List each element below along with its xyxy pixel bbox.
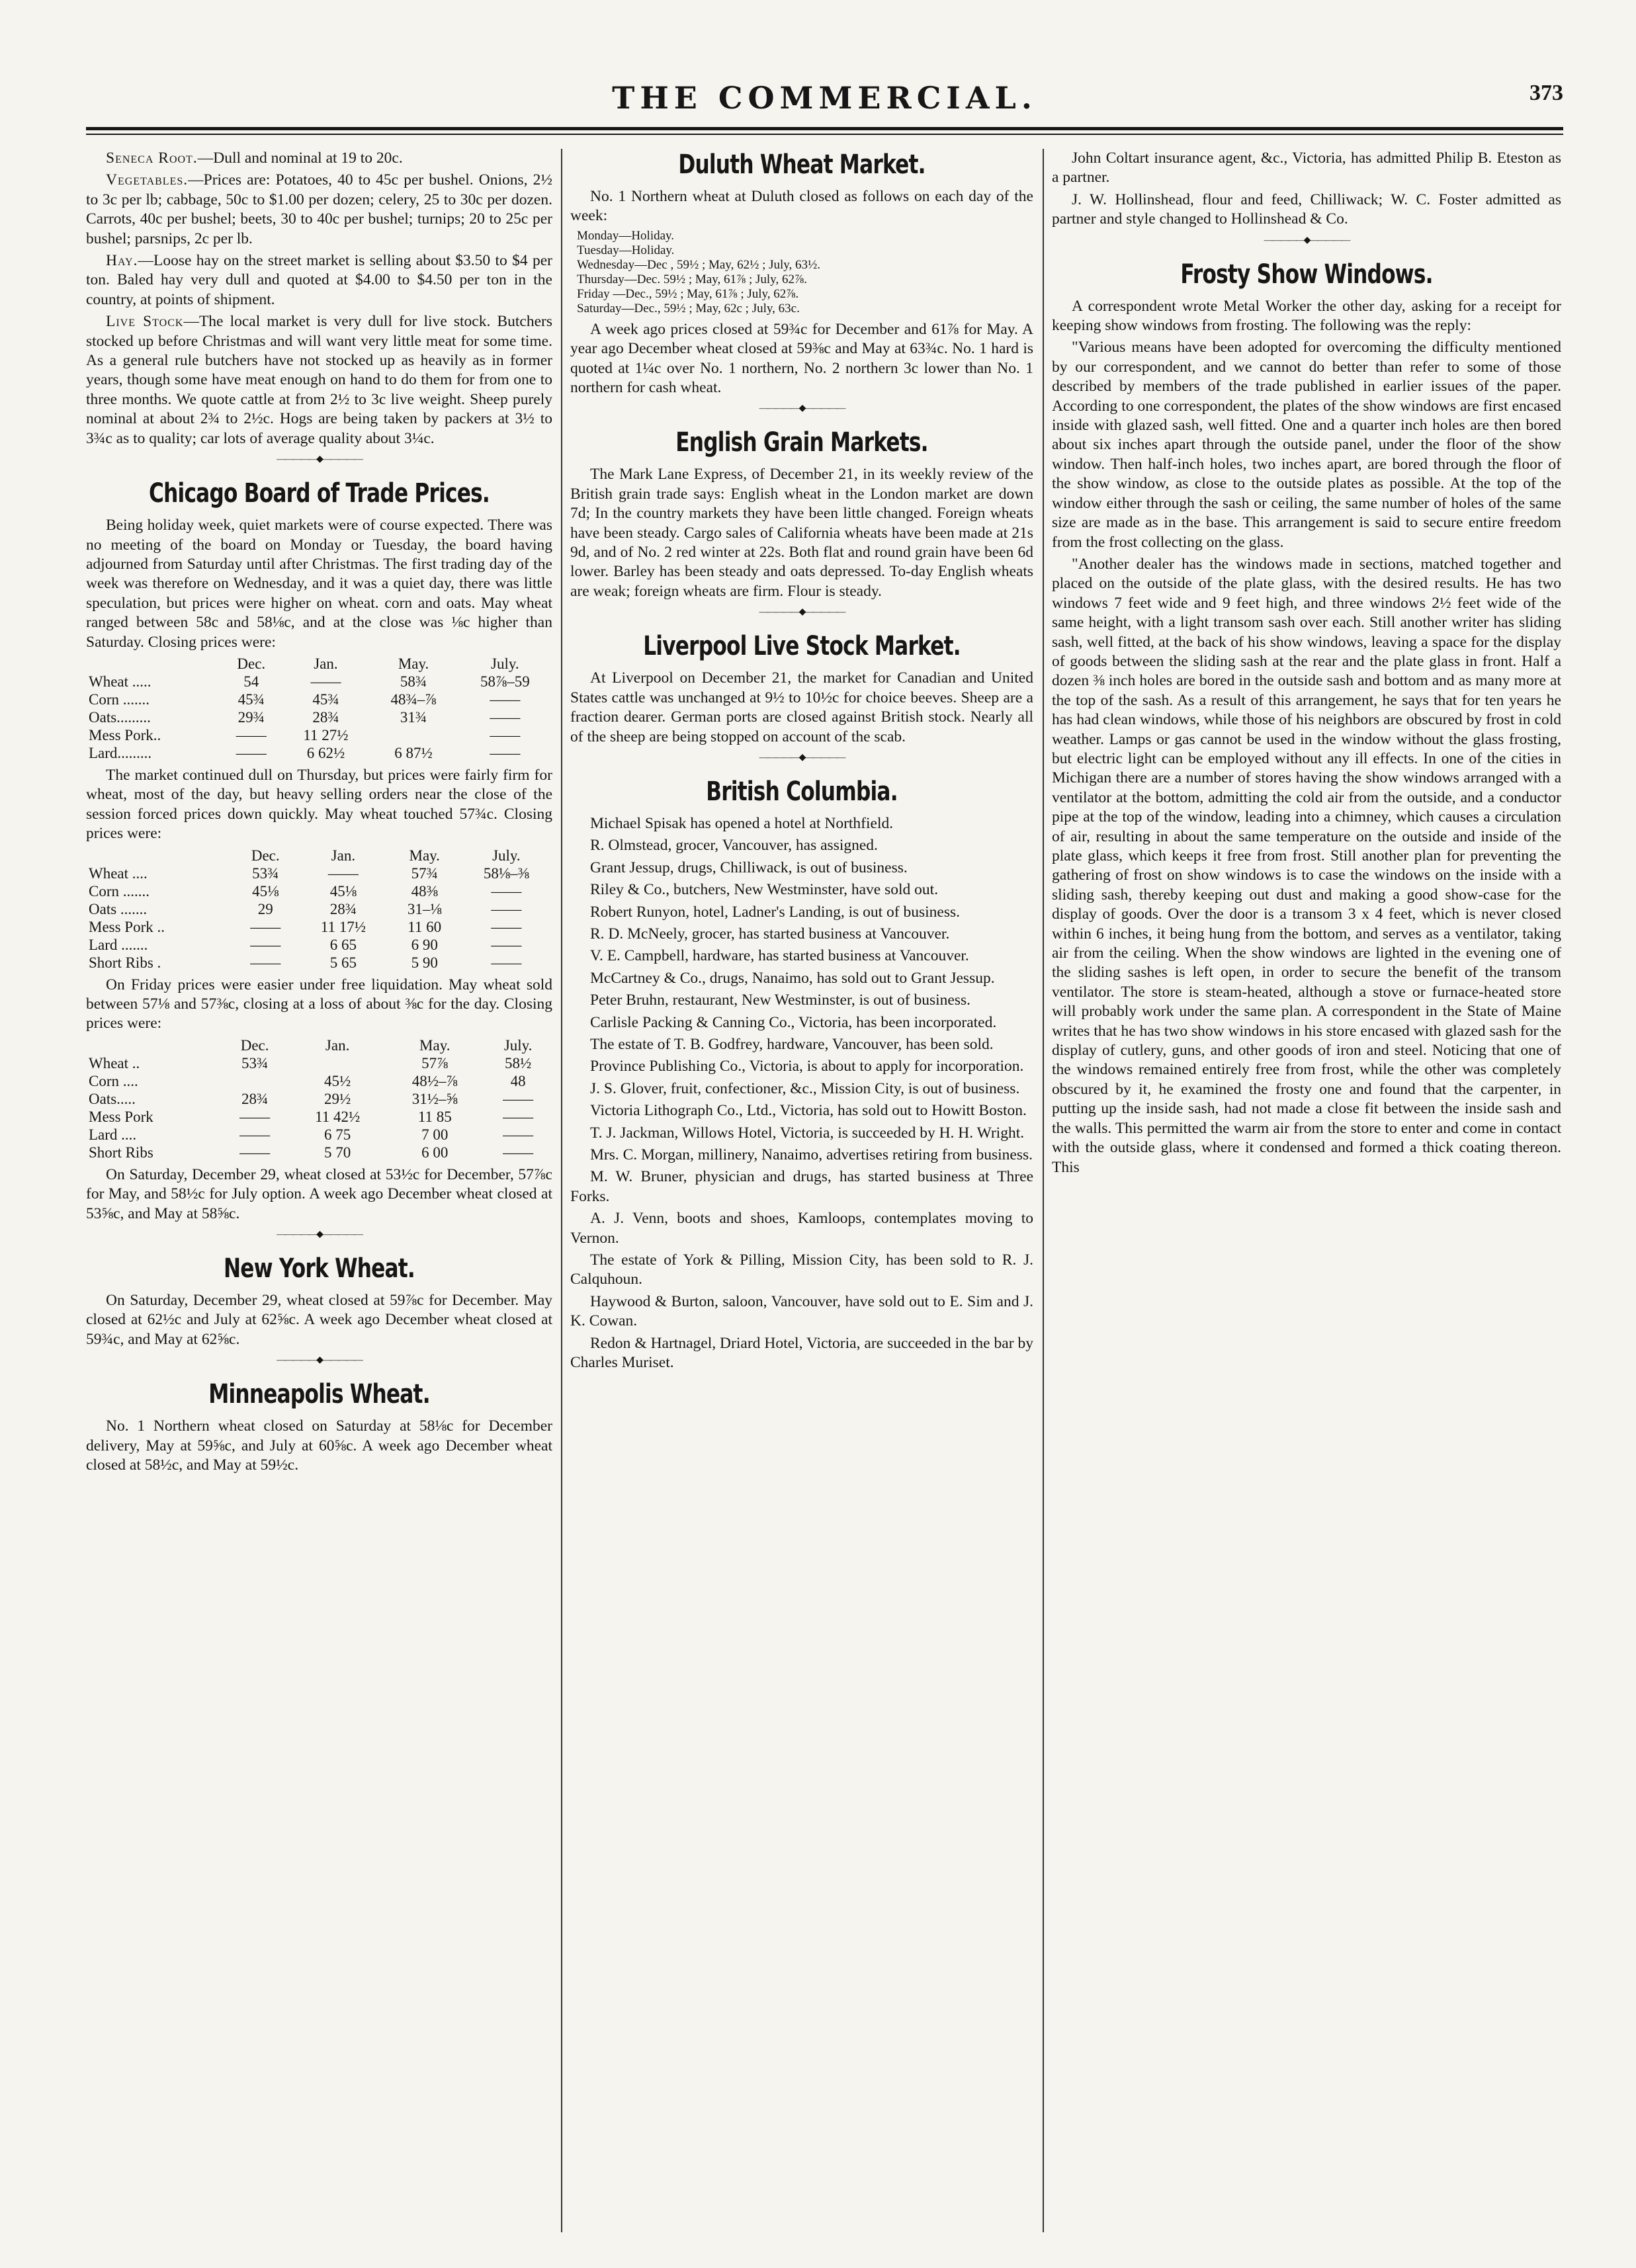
paragraph: No. 1 Northern wheat closed on Saturday at 58⅛c for December delivery, May at 59⅝c, and July at 60⅝c. A week ago December wheat closed at 58½c, and May at 59½c. bbox=[86, 1417, 552, 1474]
cell: 48½–⅞ bbox=[411, 1072, 458, 1089]
list-item: Province Publishing Co., Victoria, is about to apply for incorporation. bbox=[590, 1058, 1024, 1075]
heading-duluth: Duluth Wheat Market. bbox=[678, 149, 926, 180]
list-item: Wednesday—Dec , 59½ ; May, 62½ ; July, 63½. bbox=[577, 257, 821, 272]
table-row bbox=[86, 691, 552, 708]
cell: 6 00 bbox=[421, 1144, 449, 1161]
cell: 6 75 bbox=[324, 1126, 351, 1143]
cell: —— bbox=[236, 744, 267, 761]
list-item: Redon & Hartnagel, Driard Hotel, Victoria, are succeeded in the bar by Charles Muriset. bbox=[570, 1334, 1033, 1372]
paragraph-hay bbox=[86, 251, 552, 310]
cell: 31–⅛ bbox=[407, 900, 442, 917]
paragraph-seneca bbox=[86, 149, 552, 168]
cell: 28¾ bbox=[312, 708, 339, 726]
cell: Oats..... bbox=[89, 1090, 136, 1107]
table-header: May. bbox=[419, 1036, 451, 1054]
list-item: Robert Runyon, hotel, Ladner's Landing, is out of business. bbox=[590, 903, 961, 921]
cell: 6 62½ bbox=[306, 744, 345, 761]
cell: 45¾ bbox=[312, 691, 339, 708]
cell: 5 70 bbox=[324, 1144, 351, 1161]
cell: 6 65 bbox=[329, 936, 357, 953]
cell: 58⅞–59 bbox=[480, 673, 530, 690]
cell: 57⅞ bbox=[421, 1054, 449, 1071]
cell: —— bbox=[491, 900, 522, 917]
lead-in: Vegetables. bbox=[106, 171, 189, 189]
lead-in: Live Stock bbox=[106, 313, 184, 331]
cell: Oats ....... bbox=[89, 900, 148, 917]
list-item: R. D. McNeely, grocer, has started business at Vancouver. bbox=[590, 925, 950, 943]
cell: —— bbox=[250, 954, 281, 971]
cell: 29 bbox=[257, 900, 273, 917]
table-row bbox=[86, 882, 552, 900]
table-header: July. bbox=[503, 1036, 533, 1054]
lead-in: Hay. bbox=[106, 252, 138, 270]
cell: Mess Pork bbox=[89, 1108, 153, 1125]
table-row bbox=[86, 918, 552, 936]
paragraph: A correspondent wrote Metal Worker the other day, asking for a receipt for keeping show windows from frosting. The following was the reply: bbox=[1052, 297, 1561, 335]
cell: —— bbox=[239, 1126, 271, 1143]
cell: 45⅛ bbox=[252, 882, 279, 900]
paragraph: On Saturday, December 29, wheat closed at 59⅞c for December. May closed at 62½c and July at 62⅝c. A week ago December wheat closed at 59¾c, and May at 62⅝c. bbox=[86, 1292, 552, 1348]
cell: 6 90 bbox=[411, 936, 438, 953]
list-item: Victoria Lithograph Co., Ltd., Victoria, has sold out to Howitt Boston. bbox=[590, 1102, 1027, 1120]
list-item: Carlisle Packing & Canning Co., Victoria, has been incorporated. bbox=[590, 1013, 997, 1031]
heading-minneapolis-wheat: Minneapolis Wheat. bbox=[208, 1379, 430, 1410]
cell: 11 85 bbox=[417, 1108, 452, 1125]
table-row bbox=[86, 900, 552, 918]
cell: 53¾ bbox=[241, 1054, 269, 1071]
list-item: J. S. Glover, fruit, confectioner, &c., Mission City, is out of business. bbox=[590, 1079, 1020, 1097]
cell: 45¾ bbox=[237, 691, 265, 708]
cell: —— bbox=[491, 954, 522, 971]
cell: Corn ....... bbox=[89, 691, 150, 708]
list-item: Michael Spisak has opened a hotel at Northfield. bbox=[590, 814, 894, 832]
cell: 58¾ bbox=[400, 673, 427, 690]
price-table-friday bbox=[86, 1036, 552, 1161]
table-header: Jan. bbox=[314, 655, 338, 672]
heading-frosty-show-windows: Frosty Show Windows. bbox=[1180, 259, 1433, 290]
list-item: Haywood & Burton, saloon, Vancouver, have sold out to E. Sim and J. K. Cowan. bbox=[570, 1292, 1033, 1330]
cell: —— bbox=[327, 864, 359, 882]
page-number: 373 bbox=[1529, 81, 1563, 105]
list-item: Grant Jessup, drugs, Chilliwack, is out of business. bbox=[590, 859, 908, 876]
cell: 45⅛ bbox=[329, 882, 357, 900]
cell: —— bbox=[239, 1144, 271, 1161]
paragraph: A week ago prices closed at 59¾c for December and 61⅞ for May. A year ago December wheat closed at 59⅜c and May at 63¾c. No. 1 hard is quoted at 1¼c over No. 1 northern, No. 2 northern 3c lower than No. 1 northern for cash wheat. bbox=[570, 320, 1033, 397]
heading-english-grain: English Grain Markets. bbox=[675, 427, 928, 458]
heading-british-columbia: British Columbia. bbox=[706, 776, 898, 807]
column-3 bbox=[1052, 149, 1561, 2232]
cell bbox=[289, 1054, 386, 1072]
cell: —— bbox=[250, 936, 281, 953]
cell: Short Ribs bbox=[89, 1144, 153, 1161]
list-item: Thursday—Dec. 59½ ; May, 61⅞ ; July, 62⅞. bbox=[577, 272, 807, 286]
table-header: Jan. bbox=[331, 847, 356, 864]
table-header bbox=[86, 655, 220, 673]
cell: Lard .... bbox=[89, 1126, 137, 1143]
table-row bbox=[86, 744, 552, 762]
daily-closing-list bbox=[577, 229, 1033, 316]
list-item: Mrs. C. Morgan, millinery, Nanaimo, advertises retiring from business. bbox=[590, 1146, 1033, 1163]
section-separator bbox=[570, 607, 1033, 618]
column-divider bbox=[1043, 149, 1044, 2232]
price-table-wednesday bbox=[86, 655, 552, 762]
cell: —— bbox=[250, 918, 281, 935]
cell: —— bbox=[490, 708, 521, 726]
column-2 bbox=[570, 149, 1033, 2232]
paragraph: At Liverpool on December 21, the market for Canadian and United States cattle was unchanged at 9½ to 10½c for choice beeves. Sheep are a fraction dearer. German ports are closed against British stock. Nearly all of the sheep are being stopped on account of the scab. bbox=[570, 669, 1033, 745]
table-header: May. bbox=[398, 655, 429, 672]
cell: —— bbox=[239, 1108, 271, 1125]
section-separator bbox=[86, 1355, 552, 1366]
column-divider bbox=[561, 149, 562, 2232]
cell: 11 60 bbox=[408, 918, 442, 935]
cell: 53¾ bbox=[252, 864, 279, 882]
cell: —— bbox=[503, 1144, 534, 1161]
table-header: Dec. bbox=[240, 1036, 269, 1054]
section-separator bbox=[570, 752, 1033, 764]
paragraph: On Friday prices were easier under free liquidation. May wheat sold between 57⅛ and 57⅜c, closing at a loss of about ⅜c for the day. Closing prices were: bbox=[86, 976, 552, 1032]
cell: 11 17½ bbox=[320, 918, 366, 935]
cell: 31½–⅝ bbox=[411, 1090, 458, 1107]
list-item: The estate of T. B. Godfrey, hardware, Vancouver, has been sold. bbox=[590, 1035, 994, 1053]
paragraph: The market continued dull on Thursday, but prices were fairly firm for wheat, most of the day, but heavy selling orders near the close of the session forced prices down quickly. May wheat touched 57¾c. Closing prices were: bbox=[86, 766, 552, 843]
cell: 57¾ bbox=[411, 864, 438, 882]
cell: 48¾–⅞ bbox=[390, 691, 437, 708]
list-item: T. J. Jackman, Willows Hotel, Victoria, is succeeded by H. H. Wright. bbox=[590, 1124, 1025, 1142]
heading-new-york-wheat: New York Wheat. bbox=[223, 1253, 415, 1284]
table-header bbox=[86, 1036, 220, 1054]
cell: —— bbox=[503, 1108, 534, 1125]
table-row bbox=[86, 864, 552, 882]
cell: Corn .... bbox=[89, 1072, 138, 1089]
heading-chicago: Chicago Board of Trade Prices. bbox=[149, 478, 490, 509]
header-rule-thin bbox=[86, 134, 1563, 135]
lead-in: Seneca Root. bbox=[106, 149, 198, 167]
cell: —— bbox=[503, 1090, 534, 1107]
cell: 48⅜ bbox=[411, 882, 438, 900]
cell: 48 bbox=[510, 1072, 526, 1089]
cell: 28¾ bbox=[329, 900, 357, 917]
table-row bbox=[86, 1054, 552, 1072]
cell: 28¾ bbox=[241, 1090, 269, 1107]
price-table-thursday bbox=[86, 847, 552, 972]
cell: 11 42½ bbox=[315, 1108, 361, 1125]
table-header bbox=[86, 847, 233, 864]
table-header: July. bbox=[491, 655, 519, 672]
paragraph: "Various means have been adopted for overcoming the difficulty mentioned by our correspondent, and we cannot do better than refer to some of those described by members of the trade published in earlier issues of the paper. According to one correspondent, the plates of the show windows are first encased inside with glazed sash, well fitted. One and a quarter inch holes are then bored about six inches apart through the outside panel, under the floor of the show window. Then half-inch holes, two inches apart, are bored through the floor of the show window, as close to the outside plates as possible. At the top of the window either through the sash or ceiling, the same number of holes of the same size are made as in the base. This arrangement is said to secure entire freedom from the frost collecting on the glass. bbox=[1052, 339, 1561, 551]
cell: Mess Pork.. bbox=[89, 726, 161, 743]
column-1 bbox=[86, 149, 552, 2232]
cell: —— bbox=[491, 936, 522, 953]
cell: —— bbox=[490, 726, 521, 743]
cell: Oats......... bbox=[89, 708, 151, 726]
paragraph: On Saturday, December 29, wheat closed at 53½c for December, 57⅞c for May, and 58½c for July option. A week ago December wheat closed at 53⅝c, and May at 58⅝c. bbox=[86, 1165, 552, 1222]
cell: —— bbox=[236, 726, 267, 743]
cell: 5 90 bbox=[411, 954, 438, 971]
table-row bbox=[86, 954, 552, 972]
paragraph-vegetables bbox=[86, 171, 552, 249]
paragraph: Being holiday week, quiet markets were of course expected. There was no meeting of the board on Monday or Tuesday, the board having adjourned from Saturday until after Christmas. The first trading day of the week was therefore on Wednesday, and it was a quiet day, there was little speculation, but prices were higher on wheat. corn and oats. May wheat ranged between 58c and 58⅛c, and at the close was ⅛c higher than Saturday. Closing prices were: bbox=[86, 517, 552, 651]
list-item: Riley & Co., butchers, New Westminster, have sold out. bbox=[590, 881, 939, 899]
list-item: M. W. Bruner, physician and drugs, has started business at Three Forks. bbox=[570, 1168, 1033, 1205]
cell: Mess Pork .. bbox=[89, 918, 165, 935]
masthead-title: THE COMMERCIAL. bbox=[612, 80, 1037, 116]
table-row bbox=[86, 936, 552, 954]
table-row bbox=[86, 1090, 552, 1108]
list-item: McCartney & Co., drugs, Nanaimo, has sold out to Grant Jessup. bbox=[590, 969, 995, 987]
heading-liverpool: Liverpool Live Stock Market. bbox=[643, 631, 961, 662]
cell: 29½ bbox=[324, 1090, 351, 1107]
body-text: —The local market is very dull for live stock. Butchers stocked up before Christmas and will want very little meat for some time. As a general rule butchers have not stocked up as heavily as in former years, though some have meat enough on hand to do them for from one to three months. We quote cattle at from 2½ to 3c live weight. Sheep purely nominal at about 2¾ to 2½c. Hogs are being taken by packers at 3½ to 3¾c as to quality; car lots of average quality about 3¼c. bbox=[86, 313, 552, 447]
paragraph-live-stock bbox=[86, 312, 552, 448]
section-separator bbox=[1052, 235, 1561, 247]
list-item: A. J. Venn, boots and shoes, Kamloops, contemplates moving to Vernon. bbox=[570, 1210, 1033, 1247]
cell: Lard ....... bbox=[89, 936, 148, 953]
cell: 31¾ bbox=[400, 708, 427, 726]
table-header: July. bbox=[492, 847, 521, 864]
cell: 58⅛–⅜ bbox=[483, 864, 529, 882]
paragraph: No. 1 Northern wheat at Duluth closed as follows on each day of the week: bbox=[570, 188, 1033, 225]
list-item: Saturday—Dec., 59½ ; May, 62c ; July, 63c. bbox=[577, 301, 800, 315]
list-item: Monday—Holiday. bbox=[577, 228, 675, 243]
list-item: Tuesday—Holiday. bbox=[577, 243, 675, 257]
cell bbox=[369, 726, 457, 744]
header-rule bbox=[86, 127, 1563, 130]
table-header: Dec. bbox=[251, 847, 280, 864]
paragraph: "Another dealer has the windows made in sections, matched together and placed on the outside of the plate glass, with the desired results. He has two windows 7 feet wide and 9 feet high, and three windows 2½ feet wide of the same height, with a light transom sash over each. Still another writer has sliding sash, well fitted, at the back of his show windows, leaving a space for the display of goods between the sliding sash at the rear and the plate glass in front. Half a dozen ⅜ inch holes are bored in the outside sash and bottom and as many more at the top of the sash. As a result of this arrangement, he says that for ten years he has had clean windows, while those of his neighbors are obscured by frost in cold weather. Lamps or gas cannot be used in the window without the glass frosting, but electric light can be employed without any ill effects. In one of the cities in Michigan there are a number of stores having the show windows arranged with a ventilator at the bottom, admitting the cold air from the outside, and a conductor pipe at the top of the window, leading into a chimney, which causes a circulation of air, resulting in about the same temperature on the outside and inside of the plate glass, which keeps it free from frost. Still another plan for preventing the gathering of frost on show windows is to case the windows on the inside with a sliding sash, thereby keeping out dust and making a good show-case for the display of goods. Over the door is a transom 3 x 4 feet, which is never closed within 6 inches, it being hung from the bottom, and serves as a ventilator, taking air from the ceiling. When the show windows are lighted in the evening one of the sliding sashes is left open, in order to secure the benefit of the transom ventilator. The store is steam-heated, although a stove or furnace-heated store will probably work under the same plan. A correspondent in the State of Maine writes that he has two show windows in his store encased with glazed sash for the display of cutlery, guns, and other goods of iron and steel. Noticing that one of the windows remained entirely free from frost, while the other was completely obscured by it, he examined the frosty one and found that the carpenter, in putting up the inside sash, had not made a close fit between the inside sash and the walls. This permitted the warm air from the store to enter and come in contact with the outside glass, where it condensed and formed a thick coating thereon. This bbox=[1052, 555, 1561, 1176]
cell: —— bbox=[310, 673, 341, 690]
table-row bbox=[86, 673, 552, 691]
list-item: Peter Bruhn, restaurant, New Westminster, is out of business. bbox=[590, 991, 971, 1009]
list-item: R. Olmstead, grocer, Vancouver, has assigned. bbox=[590, 837, 878, 855]
section-separator bbox=[86, 454, 552, 466]
table-header: Jan. bbox=[325, 1036, 350, 1054]
cell: Wheat ..... bbox=[89, 673, 151, 690]
body-text: —Dull and nominal at 19 to 20c. bbox=[197, 149, 403, 167]
cell: —— bbox=[490, 691, 521, 708]
body-text: —Prices are: Potatoes, 40 to 45c per bushel. Onions, 2½ to 3c per lb; cabbage, 50c to $1.00 per dozen; celery, 25 to 30c per dozen. Carrots, 40c per bushel; beets, 30 to 40c per bushel; turnips; 20 to 25c per bushel; parsnips, 2c per lb. bbox=[86, 171, 552, 247]
cell: —— bbox=[503, 1126, 534, 1143]
cell: Lard......... bbox=[89, 744, 152, 761]
cell: —— bbox=[490, 744, 521, 761]
paragraph: The Mark Lane Express, of December 21, in its weekly review of the British grain trade says: English wheat in the London market are down 7d; In the country markets they have been little changed. Foreign wheats have been steady. Cargo sales of California wheats have been made at 21s 9d, and of No. 2 red winter at 22s. Both flat and round grain have been 6d lower. Barley has been steady and oats depressed. To-day English wheats are weak; foreign wheats are firm. Flour is steady. bbox=[570, 466, 1033, 600]
table-row bbox=[86, 1108, 552, 1126]
masthead bbox=[86, 78, 1563, 118]
cell: 58½ bbox=[504, 1054, 532, 1071]
table-header: Dec. bbox=[237, 655, 266, 672]
table-header: May. bbox=[409, 847, 440, 864]
table-row bbox=[86, 1126, 552, 1144]
table-row bbox=[86, 1144, 552, 1161]
list-item: Friday —Dec., 59½ ; May, 61⅞ ; July, 62⅞. bbox=[577, 286, 799, 301]
cell: Short Ribs . bbox=[89, 954, 161, 971]
cell: 29¾ bbox=[237, 708, 265, 726]
table-row bbox=[86, 1072, 552, 1090]
cell: 7 00 bbox=[421, 1126, 449, 1143]
list-item: V. E. Campbell, hardware, has started business at Vancouver. bbox=[590, 947, 969, 965]
cell: —— bbox=[491, 882, 522, 900]
table-row bbox=[86, 726, 552, 744]
section-separator bbox=[570, 403, 1033, 415]
cell: 5 65 bbox=[329, 954, 357, 971]
body-text: —Loose hay on the street market is selling about $3.50 to $4 per ton. Baled hay very dull and quoted at $4.00 to $4.50 per ton in the country, at points of shipment. bbox=[86, 252, 552, 308]
cell: Wheat .. bbox=[89, 1054, 140, 1071]
cell: —— bbox=[491, 918, 522, 935]
cell: 6 87½ bbox=[394, 744, 433, 761]
paragraph: J. W. Hollinshead, flour and feed, Chilliwack; W. C. Foster admitted as partner and style changed to Hollinshead & Co. bbox=[1052, 190, 1561, 228]
section-separator bbox=[86, 1229, 552, 1241]
cell: 45½ bbox=[324, 1072, 351, 1089]
cell: Wheat .... bbox=[89, 864, 148, 882]
paragraph: John Coltart insurance agent, &c., Victoria, has admitted Philip B. Eteston as a partner. bbox=[1052, 149, 1561, 187]
cell: Corn ....... bbox=[89, 882, 150, 900]
list-item: The estate of York & Pilling, Mission City, has been sold to R. J. Calquhoun. bbox=[570, 1251, 1033, 1288]
cell: 54 bbox=[243, 673, 259, 690]
cell: 11 27½ bbox=[303, 726, 349, 743]
cell bbox=[220, 1072, 289, 1090]
table-row bbox=[86, 708, 552, 726]
